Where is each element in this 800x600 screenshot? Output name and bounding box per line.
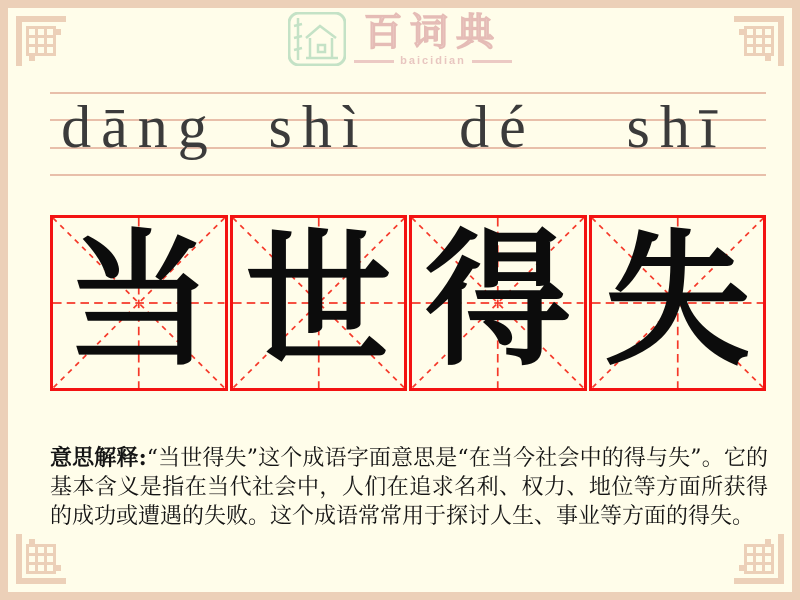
corner-ornament-icon xyxy=(728,528,792,592)
bamboo-house-stamp-icon xyxy=(288,12,346,66)
pinyin-syllable-4: shī xyxy=(626,94,727,160)
pinyin-syllable-2: shì xyxy=(268,94,369,160)
character-box-3 xyxy=(409,215,587,391)
pinyin-section xyxy=(50,92,766,175)
idiom-character-3: 得 xyxy=(424,215,571,386)
idiom-character-4: 失 xyxy=(604,215,751,386)
idiom-character-1: 当 xyxy=(65,215,212,386)
character-grid xyxy=(50,215,766,391)
corner-ornament-icon xyxy=(8,528,72,592)
logo-divider-left xyxy=(354,60,394,63)
rule-line xyxy=(50,174,766,176)
idiom-character-2: 世 xyxy=(245,215,392,386)
character-box-2 xyxy=(230,215,408,391)
pinyin-syllable-3: dé xyxy=(459,94,536,160)
baicidian-logo xyxy=(8,12,792,67)
character-box-4 xyxy=(589,215,767,391)
explanation-text: “当世得失”这个成语字面意思是“在当今社会中的得与失”。它的基本含义是指在当代社会中，人们在追求名利、权力、地位等方面所获得的成功或遭遇的失败。这个成语常常用于探讨人生、事业等方面的得失。 xyxy=(50,446,768,529)
pinyin-row xyxy=(50,86,766,169)
character-box-1 xyxy=(50,215,228,391)
logo-title: 百词典 xyxy=(363,12,502,54)
meaning-explanation xyxy=(50,444,768,531)
pinyin-syllable-1: dāng xyxy=(61,94,218,160)
explanation-label: 意思解释: xyxy=(50,445,147,471)
logo-subtitle-row xyxy=(354,55,512,67)
logo-divider-right xyxy=(472,60,512,63)
logo-subtitle: baicidian xyxy=(400,55,466,67)
